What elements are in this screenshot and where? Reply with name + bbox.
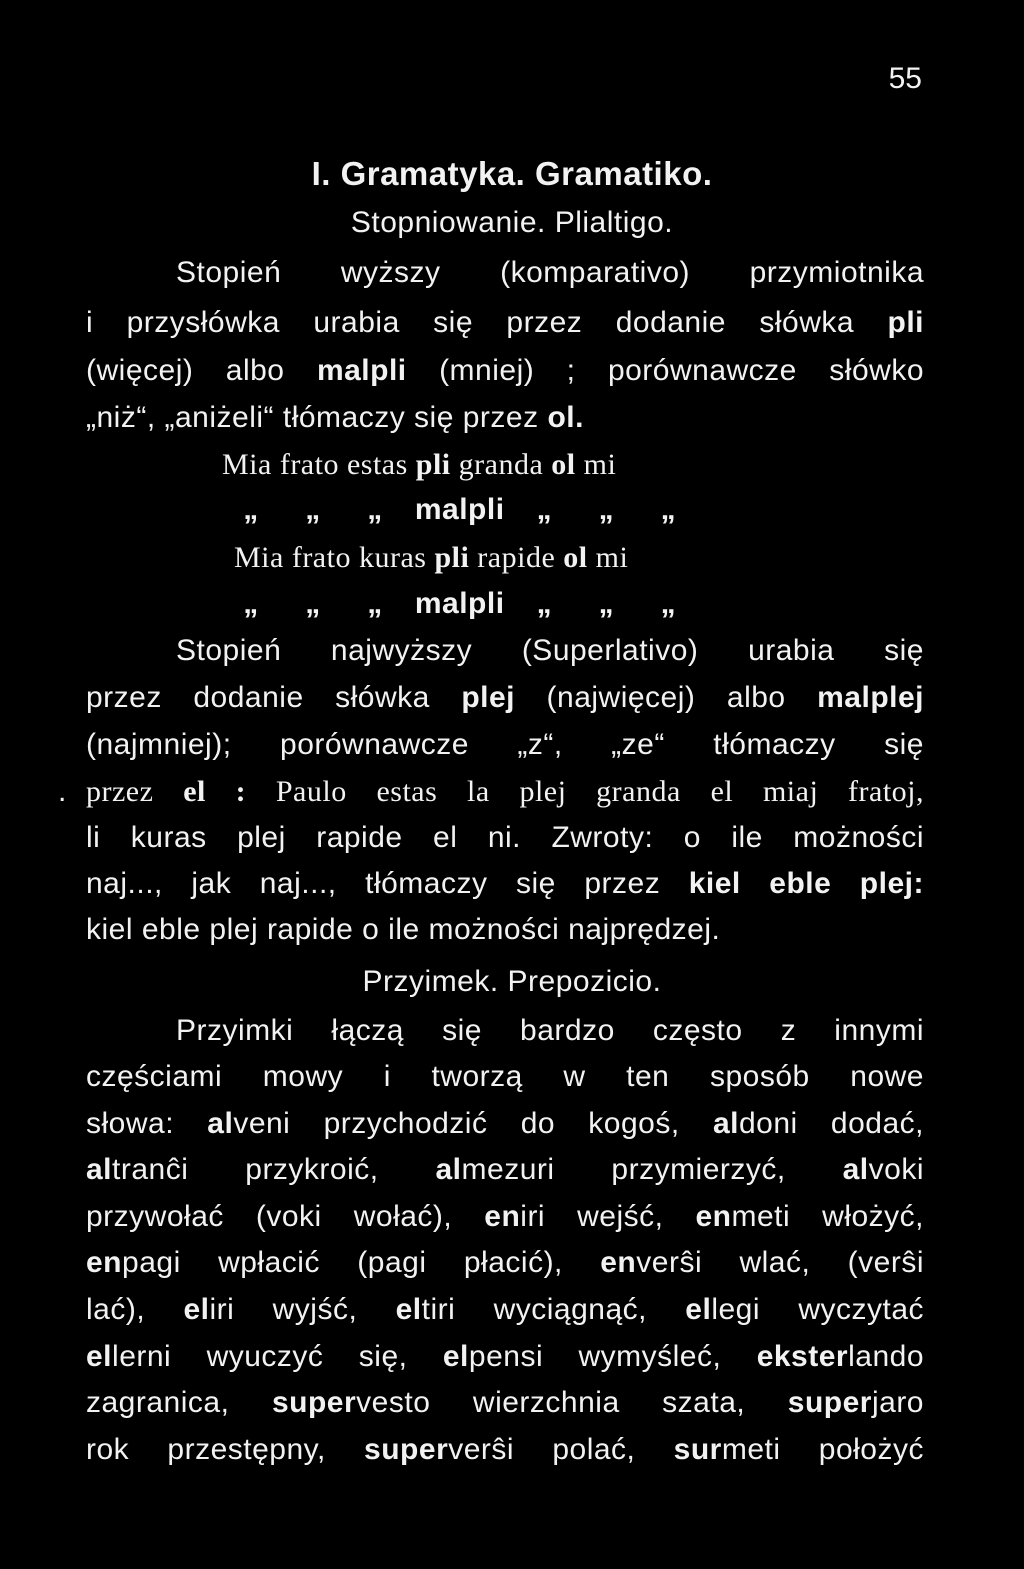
keyword: kiel eble plej: xyxy=(688,867,924,900)
paragraph-line: enpagi wpłacić (pagi płacić), enverŝi wlać, (verŝi xyxy=(86,1246,924,1279)
paragraph-line: częściami mowy i tworzą w ten sposób nowe xyxy=(86,1060,924,1093)
keyword: ol. xyxy=(547,401,584,434)
paragraph-line: zagranica, supervesto wierzchnia szata, superjaro xyxy=(86,1386,924,1419)
keyword: malpli xyxy=(414,493,505,526)
paragraph-line: (więcej) albo malpli (mniej) ; porównawcze słówko xyxy=(86,354,924,387)
paragraph-line: przez dodanie słówka plej (najwięcej) albo malplej xyxy=(86,681,924,714)
keyword: malpli xyxy=(316,354,407,387)
paragraph-line: altranĉi przykroić, almezuri przymierzyć, alvoki xyxy=(86,1153,924,1186)
paragraph-line: lać), eliri wyjść, eltiri wyciągnąć, ellegi wyczytać xyxy=(86,1293,925,1326)
subtitle-preposition: Przyimek. Prepozicio. xyxy=(362,965,662,998)
paragraph-line: li kuras plej rapide el ni. Zwroty: o ile możności xyxy=(86,821,924,854)
paragraph-line: Stopień wyższy (komparativo) przymiotnika xyxy=(176,256,924,289)
paragraph-line: (najmniej); porównawcze „z“, „ze“ tłómaczy się xyxy=(86,728,924,761)
paragraph-line: rok przestępny, superverŝi polać, surmeti położyć xyxy=(86,1433,924,1466)
paragraph-line: naj..., jak naj..., tłómaczy się przez kiel eble plej: xyxy=(86,867,924,900)
example-ditto-line: „ „ „ malpli „ „ „ xyxy=(243,587,677,620)
subtitle-comparison: Stopniowanie. Plialtigo. xyxy=(350,206,674,239)
paragraph-line: i przysłówka urabia się przez dodanie słówka pli xyxy=(86,306,924,339)
keyword: malpli xyxy=(414,587,505,620)
example-line: Mia frato kuras pli rapide ol mi xyxy=(234,541,629,574)
paragraph-line: kiel eble plej rapide o ile możności najprędzej. xyxy=(86,913,721,946)
margin-dot: . xyxy=(58,775,67,808)
keyword: pli xyxy=(887,306,924,339)
keyword: plej xyxy=(461,681,516,714)
paragraph-line: Stopień najwyższy (Superlativo) urabia się xyxy=(176,634,924,667)
example-ditto-line: „ „ „ malpli „ „ „ xyxy=(243,493,677,526)
example-line: Mia frato estas pli granda ol mi xyxy=(222,448,617,481)
paragraph-line: ellerni wyuczyć się, elpensi wymyśleć, eksterlando xyxy=(86,1340,924,1373)
paragraph-line: Przyimki łączą się bardzo często z innymi xyxy=(176,1014,924,1047)
paragraph-line: słowa: alveni przychodzić do kogoś, aldoni dodać, xyxy=(86,1107,924,1140)
paragraph-line: „niż“, „aniżeli“ tłómaczy się przez ol. xyxy=(86,401,584,434)
page-number: 55 xyxy=(888,62,922,95)
section-title: I. Gramatyka. Gramatiko. xyxy=(311,155,713,192)
paragraph-line: przywołać (voki wołać), eniri wejść, enmeti włożyć, xyxy=(86,1200,925,1233)
keyword: el : xyxy=(183,775,247,808)
paragraph-line: przez el : Paulo estas la plej granda el miaj fratoj, xyxy=(86,775,925,808)
keyword: malplej xyxy=(817,681,924,714)
